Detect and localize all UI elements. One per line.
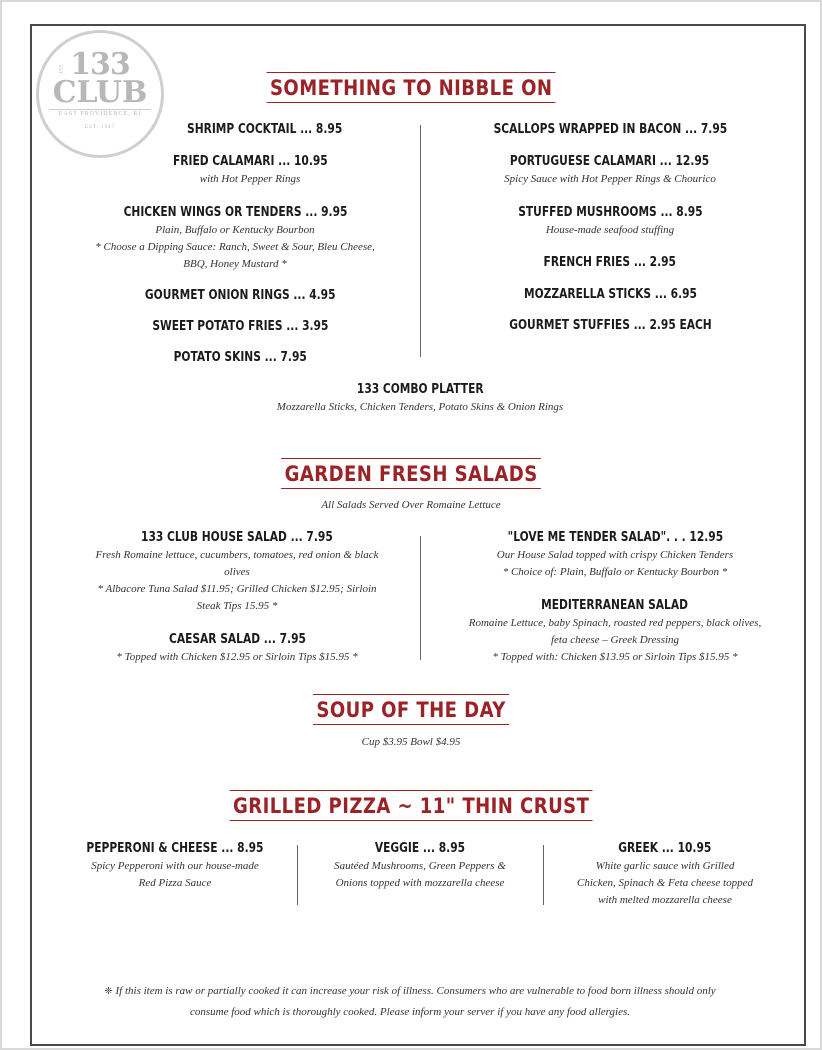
item-description: Red Pizza Sauce — [138, 877, 212, 889]
item-name: GREEK ... 10.95 — [618, 841, 712, 856]
menu-item — [430, 596, 800, 666]
item-name: MEDITERRANEAN SALAD — [541, 598, 689, 613]
menu-item — [62, 630, 412, 666]
logo-club: CLUB — [52, 75, 148, 110]
item-name: SHRIMP COCKTAIL ... 8.95 — [187, 122, 343, 137]
item-name: 133 CLUB HOUSE SALAD ... 7.95 — [141, 530, 333, 545]
soup-prices: Cup $3.95 Bowl $4.95 — [361, 736, 461, 748]
menu-item — [440, 285, 780, 303]
item-description: * Albacore Tuna Salad $11.95; Grilled Chicken $12.95; Sirloin — [97, 583, 377, 595]
item-description: with melted mozzarella cheese — [598, 894, 732, 906]
pizza-divider-2 — [543, 845, 544, 905]
item-description: Onions topped with mozzarella cheese — [335, 877, 505, 889]
item-name: STUFFED MUSHROOMS ... 8.95 — [517, 205, 703, 220]
soup-heading: SOUP OF THE DAY — [0, 694, 822, 725]
item-description: Our House Salad topped with crispy Chicken Tenders — [496, 549, 734, 561]
pizza-divider-1 — [297, 845, 298, 905]
item-description: Spicy Pepperoni with our house-made — [91, 860, 259, 872]
logo-number: 133 — [70, 47, 130, 82]
item-description: feta cheese – Greek Dressing — [550, 634, 680, 646]
item-name: GOURMET STUFFIES ... 2.95 EACH — [508, 318, 712, 333]
logo-est: EST. 1947 — [84, 125, 116, 130]
item-name: SCALLOPS WRAPPED IN BACON ... 7.95 — [493, 122, 727, 137]
menu-item — [60, 203, 410, 273]
item-description: Fresh Romaine lettuce, cucumbers, tomatoes, red onion & black — [95, 549, 379, 561]
item-description: Plain, Buffalo or Kentucky Bourbon — [155, 224, 315, 236]
menu-item — [300, 839, 540, 892]
item-name: POTATO SKINS ... 7.95 — [173, 350, 307, 365]
footnote-text: If this item is raw or partially cooked it can increase your risk of illness. Consumers who are vulnerable to food born illness should only — [115, 985, 716, 997]
pizza-heading: GRILLED PIZZA ~ 11" THIN CRUST — [0, 790, 822, 821]
logo-city: EAST PROVIDENCE, RI — [49, 109, 151, 117]
allergy-footnote — [60, 981, 760, 1022]
menu-item — [120, 120, 410, 138]
item-description: Spicy Sauce with Hot Pepper Rings & Chourico — [504, 173, 716, 185]
menu-item — [100, 152, 400, 188]
item-name: 133 COMBO PLATTER — [356, 382, 484, 397]
nibble-divider — [420, 125, 421, 357]
item-name: FRIED CALAMARI ... 10.95 — [172, 154, 328, 169]
item-description: House-made seafood stuffing — [545, 224, 675, 236]
item-name: MOZZARELLA STICKS ... 6.95 — [523, 287, 697, 302]
footnote-line-1 — [60, 981, 760, 1002]
item-name: PEPPERONI & CHEESE ... 8.95 — [86, 841, 264, 856]
menu-item — [440, 316, 780, 334]
asterism-icon: ❈ — [104, 986, 113, 997]
item-description: BBQ, Honey Mustard * — [183, 258, 287, 270]
salads-subtitle: All Salads Served Over Romaine Lettuce — [321, 499, 501, 511]
item-name: "LOVE ME TENDER SALAD". . . 12.95 — [507, 530, 723, 545]
menu-item — [440, 203, 780, 239]
item-description: * Choice of: Plain, Buffalo or Kentucky Bourbon * — [502, 566, 728, 578]
item-description: Mozzarella Sticks, Chicken Tenders, Potato Skins & Onion Rings — [276, 401, 564, 413]
menu-item — [440, 253, 780, 271]
item-name: VEGGIE ... 8.95 — [374, 841, 466, 856]
menu-item — [62, 839, 288, 892]
nibble-heading: SOMETHING TO NIBBLE ON — [0, 72, 822, 103]
item-name: CAESAR SALAD ... 7.95 — [168, 632, 306, 647]
item-description: * Choose a Dipping Sauce: Ranch, Sweet & Sour, Bleu Cheese, — [95, 241, 375, 253]
item-description: * Topped with Chicken $12.95 or Sirloin Tips $15.95 * — [116, 651, 358, 663]
menu-item — [80, 348, 400, 366]
menu-item — [430, 528, 800, 581]
salads-heading: GARDEN FRESH SALADS — [0, 458, 822, 489]
menu-item — [440, 152, 780, 188]
menu-item — [62, 528, 412, 615]
menu-item — [550, 839, 780, 909]
item-description: olives — [224, 566, 250, 578]
logo-est-top: EST — [57, 65, 62, 74]
item-description: Steak Tips 15.95 * — [196, 600, 278, 612]
item-description: with Hot Pepper Rings — [199, 173, 301, 185]
item-name: SWEET POTATO FRIES ... 3.95 — [151, 319, 329, 334]
item-name: CHICKEN WINGS OR TENDERS ... 9.95 — [123, 205, 347, 220]
combo-platter — [200, 380, 640, 416]
item-description: Chicken, Spinach & Feta cheese topped — [577, 877, 753, 889]
item-description: Sautéed Mushrooms, Green Peppers & — [334, 860, 506, 872]
item-description: Romaine Lettuce, baby Spinach, roasted red peppers, black olives, — [468, 617, 762, 629]
item-name: GOURMET ONION RINGS ... 4.95 — [144, 288, 336, 303]
item-description: * Topped with: Chicken $13.95 or Sirloin Tips $15.95 * — [492, 651, 738, 663]
menu-item — [80, 317, 400, 335]
item-description: White garlic sauce with Grilled — [595, 860, 735, 872]
salads-divider — [420, 536, 421, 660]
menu-item — [440, 120, 780, 138]
footnote-line-2: consume food which is thoroughly cooked. Please inform your server if you have any food allergies. — [189, 1006, 631, 1018]
item-name: PORTUGUESE CALAMARI ... 12.95 — [510, 154, 710, 169]
menu-item — [80, 286, 400, 304]
item-name: FRENCH FRIES ... 2.95 — [543, 255, 677, 270]
